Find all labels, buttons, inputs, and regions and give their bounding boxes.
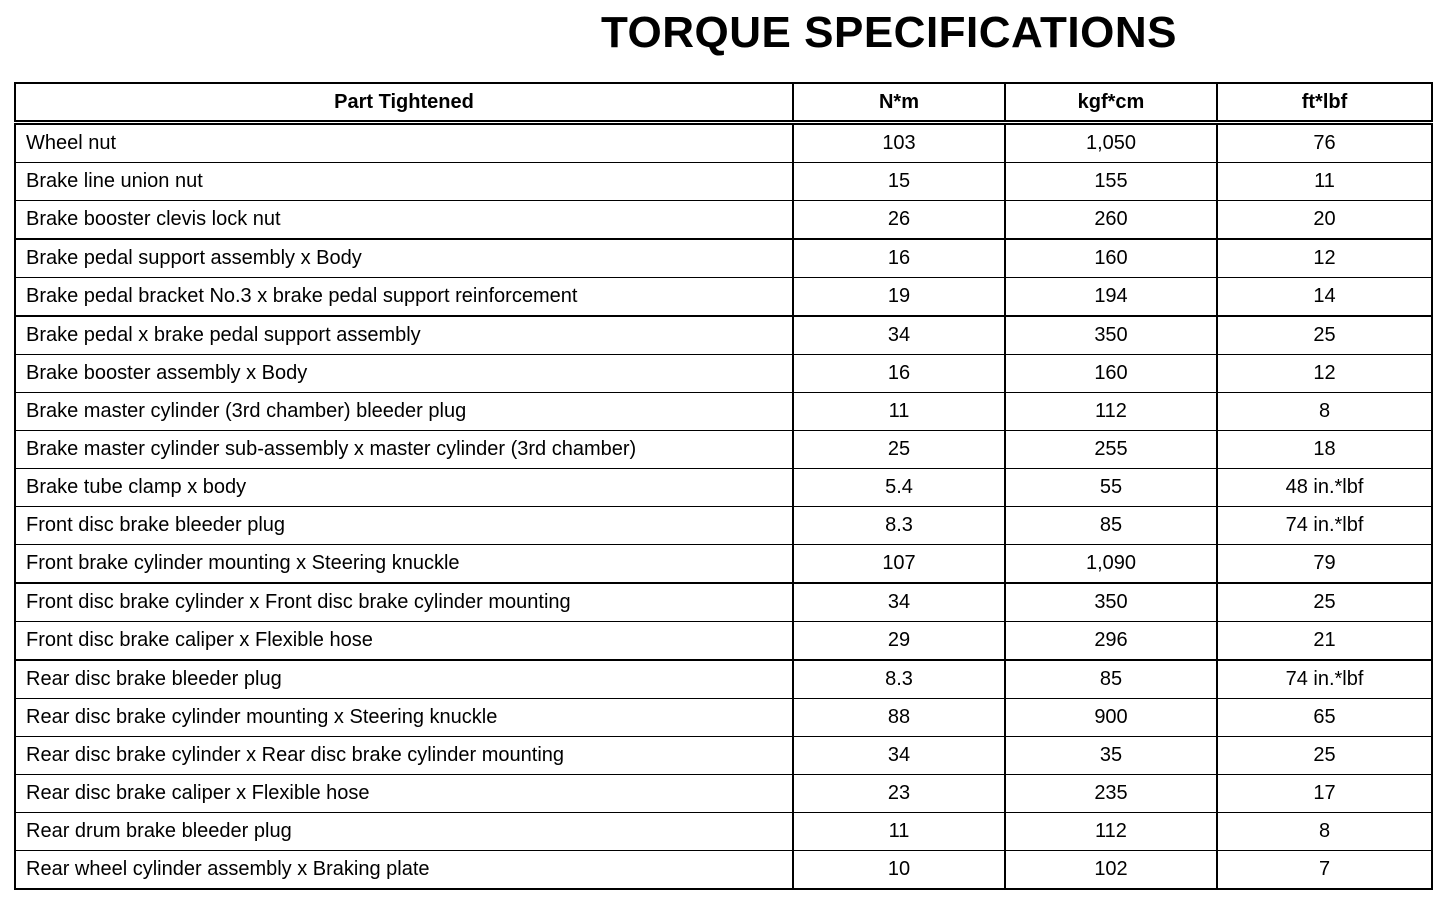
part-cell: Brake booster clevis lock nut	[15, 201, 793, 240]
kgfcm-cell: 160	[1005, 239, 1217, 278]
table-row	[15, 660, 1432, 699]
ftlbf-cell: 11	[1217, 163, 1432, 201]
kgfcm-cell: 35	[1005, 737, 1217, 775]
ftlbf-cell: 74 in.*lbf	[1217, 507, 1432, 545]
ftlbf-cell: 12	[1217, 355, 1432, 393]
nm-cell: 19	[793, 278, 1005, 317]
torque-spec-table	[14, 82, 1433, 890]
part-cell: Front disc brake cylinder x Front disc brake cylinder mounting	[15, 583, 793, 622]
kgfcm-cell: 194	[1005, 278, 1217, 317]
nm-cell: 88	[793, 699, 1005, 737]
ftlbf-cell: 76	[1217, 123, 1432, 163]
nm-cell: 26	[793, 201, 1005, 240]
table-row	[15, 123, 1432, 163]
part-cell: Brake tube clamp x body	[15, 469, 793, 507]
kgfcm-cell: 260	[1005, 201, 1217, 240]
table-row	[15, 699, 1432, 737]
kgfcm-cell: 1,090	[1005, 545, 1217, 584]
kgfcm-cell: 350	[1005, 583, 1217, 622]
page-title: TORQUE SPECIFICATIONS	[600, 8, 1178, 57]
table-row	[15, 469, 1432, 507]
nm-cell: 8.3	[793, 507, 1005, 545]
nm-cell: 103	[793, 123, 1005, 163]
nm-cell: 107	[793, 545, 1005, 584]
table-row	[15, 507, 1432, 545]
table-header-row	[15, 83, 1432, 123]
table-row	[15, 163, 1432, 201]
header-ftlbf: ft*lbf	[1217, 83, 1432, 123]
part-cell: Brake master cylinder (3rd chamber) bleeder plug	[15, 393, 793, 431]
part-cell: Brake pedal support assembly x Body	[15, 239, 793, 278]
kgfcm-cell: 55	[1005, 469, 1217, 507]
ftlbf-cell: 74 in.*lbf	[1217, 660, 1432, 699]
kgfcm-cell: 1,050	[1005, 123, 1217, 163]
kgfcm-cell: 102	[1005, 851, 1217, 890]
ftlbf-cell: 8	[1217, 813, 1432, 851]
kgfcm-cell: 112	[1005, 393, 1217, 431]
part-cell: Front disc brake bleeder plug	[15, 507, 793, 545]
part-cell: Rear disc brake caliper x Flexible hose	[15, 775, 793, 813]
table-row	[15, 355, 1432, 393]
part-cell: Wheel nut	[15, 123, 793, 163]
nm-cell: 15	[793, 163, 1005, 201]
ftlbf-cell: 14	[1217, 278, 1432, 317]
kgfcm-cell: 235	[1005, 775, 1217, 813]
ftlbf-cell: 79	[1217, 545, 1432, 584]
part-cell: Rear disc brake cylinder x Rear disc brake cylinder mounting	[15, 737, 793, 775]
part-cell: Front brake cylinder mounting x Steering knuckle	[15, 545, 793, 584]
kgfcm-cell: 85	[1005, 660, 1217, 699]
nm-cell: 34	[793, 316, 1005, 355]
part-cell: Brake pedal x brake pedal support assembly	[15, 316, 793, 355]
table-row	[15, 316, 1432, 355]
table-row	[15, 201, 1432, 240]
table-row	[15, 813, 1432, 851]
nm-cell: 16	[793, 355, 1005, 393]
table-row	[15, 622, 1432, 661]
part-cell: Rear disc brake cylinder mounting x Steering knuckle	[15, 699, 793, 737]
table-row	[15, 239, 1432, 278]
part-cell: Rear disc brake bleeder plug	[15, 660, 793, 699]
ftlbf-cell: 7	[1217, 851, 1432, 890]
ftlbf-cell: 8	[1217, 393, 1432, 431]
part-cell: Rear wheel cylinder assembly x Braking plate	[15, 851, 793, 890]
ftlbf-cell: 48 in.*lbf	[1217, 469, 1432, 507]
table-row	[15, 851, 1432, 890]
nm-cell: 34	[793, 737, 1005, 775]
ftlbf-cell: 25	[1217, 737, 1432, 775]
part-cell: Brake booster assembly x Body	[15, 355, 793, 393]
ftlbf-cell: 25	[1217, 583, 1432, 622]
nm-cell: 23	[793, 775, 1005, 813]
nm-cell: 25	[793, 431, 1005, 469]
header-kgfcm: kgf*cm	[1005, 83, 1217, 123]
table-row	[15, 775, 1432, 813]
nm-cell: 11	[793, 813, 1005, 851]
table-row	[15, 393, 1432, 431]
nm-cell: 16	[793, 239, 1005, 278]
nm-cell: 29	[793, 622, 1005, 661]
kgfcm-cell: 900	[1005, 699, 1217, 737]
table-row	[15, 737, 1432, 775]
table-row	[15, 583, 1432, 622]
part-cell: Front disc brake caliper x Flexible hose	[15, 622, 793, 661]
ftlbf-cell: 17	[1217, 775, 1432, 813]
part-cell: Brake master cylinder sub-assembly x master cylinder (3rd chamber)	[15, 431, 793, 469]
ftlbf-cell: 25	[1217, 316, 1432, 355]
table-row	[15, 431, 1432, 469]
table-row	[15, 278, 1432, 317]
kgfcm-cell: 155	[1005, 163, 1217, 201]
header-part-tightened: Part Tightened	[15, 83, 793, 123]
nm-cell: 34	[793, 583, 1005, 622]
ftlbf-cell: 65	[1217, 699, 1432, 737]
kgfcm-cell: 85	[1005, 507, 1217, 545]
ftlbf-cell: 20	[1217, 201, 1432, 240]
part-cell: Brake line union nut	[15, 163, 793, 201]
kgfcm-cell: 112	[1005, 813, 1217, 851]
nm-cell: 11	[793, 393, 1005, 431]
kgfcm-cell: 296	[1005, 622, 1217, 661]
kgfcm-cell: 255	[1005, 431, 1217, 469]
nm-cell: 8.3	[793, 660, 1005, 699]
part-cell: Brake pedal bracket No.3 x brake pedal support reinforcement	[15, 278, 793, 317]
part-cell: Rear drum brake bleeder plug	[15, 813, 793, 851]
ftlbf-cell: 21	[1217, 622, 1432, 661]
nm-cell: 10	[793, 851, 1005, 890]
nm-cell: 5.4	[793, 469, 1005, 507]
table-row	[15, 545, 1432, 584]
ftlbf-cell: 18	[1217, 431, 1432, 469]
kgfcm-cell: 160	[1005, 355, 1217, 393]
ftlbf-cell: 12	[1217, 239, 1432, 278]
kgfcm-cell: 350	[1005, 316, 1217, 355]
header-nm: N*m	[793, 83, 1005, 123]
